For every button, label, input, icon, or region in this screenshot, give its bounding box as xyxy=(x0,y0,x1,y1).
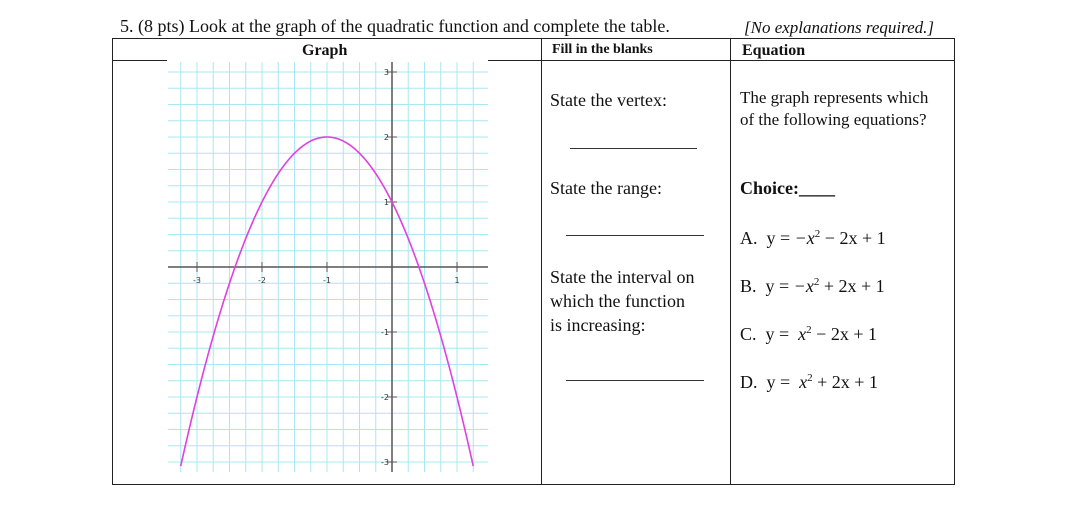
option-lhs: y = xyxy=(765,324,790,344)
equation-column-title: Equation xyxy=(742,42,806,59)
interval-prompt-line-2: which the function xyxy=(550,291,685,311)
option-rest: + 2x + 1 xyxy=(812,372,878,392)
y-tick-label: 1 xyxy=(383,198,389,207)
y-tick-label: 2 xyxy=(383,133,389,142)
interval-answer-blank[interactable] xyxy=(566,380,704,381)
option-c[interactable] xyxy=(740,324,877,345)
option-rest: − 2x + 1 xyxy=(811,324,877,344)
option-exponent: 2 xyxy=(807,372,813,384)
blanks-column-title: Fill in the blanks xyxy=(552,42,653,57)
x-tick-label: -2 xyxy=(258,276,266,285)
option-lhs: y = xyxy=(766,372,791,392)
option-term: −x xyxy=(793,276,814,296)
y-tick-label: -1 xyxy=(381,328,389,337)
option-term: −x xyxy=(794,228,815,248)
option-term: x xyxy=(799,372,808,392)
instructions-note: [No explanations required.] xyxy=(744,18,934,37)
y-tick-label: 3 xyxy=(383,68,389,77)
option-letter: B. xyxy=(740,276,757,296)
range-prompt: State the range: xyxy=(550,178,662,198)
option-letter: C. xyxy=(740,324,757,344)
option-exponent: 2 xyxy=(806,324,812,336)
x-tick-label: -3 xyxy=(193,276,201,285)
option-rest: − 2x + 1 xyxy=(820,228,886,248)
vertex-prompt: State the vertex: xyxy=(550,90,667,110)
option-lhs: y = xyxy=(765,276,790,296)
graph-column-title: Graph xyxy=(302,42,348,59)
option-exponent: 2 xyxy=(814,228,821,240)
interval-prompt-line-3: is increasing: xyxy=(550,315,646,335)
range-answer-blank[interactable] xyxy=(566,235,704,236)
option-letter: D. xyxy=(740,372,758,392)
question-title: 5. (8 pts) Look at the graph of the quadratic function and complete the table. xyxy=(120,16,670,36)
y-tick-label: -3 xyxy=(381,458,389,467)
vertex-answer-blank[interactable] xyxy=(570,148,697,149)
option-d[interactable] xyxy=(740,372,878,393)
option-letter: A. xyxy=(740,228,758,248)
y-tick-label: -2 xyxy=(381,393,389,402)
equation-prompt: The graph represents which of the following equations? xyxy=(740,88,929,129)
option-b[interactable] xyxy=(740,276,885,297)
option-term: x xyxy=(798,324,807,344)
option-lhs: y = xyxy=(766,228,791,248)
option-exponent: 2 xyxy=(813,276,820,288)
option-rest: + 2x + 1 xyxy=(819,276,885,296)
option-a[interactable] xyxy=(740,228,886,249)
x-tick-label: -1 xyxy=(323,276,331,285)
x-tick-label: 1 xyxy=(454,276,460,285)
graph-axes xyxy=(168,62,488,472)
interval-prompt-line-1: State the interval on xyxy=(550,267,695,287)
choice-label[interactable]: Choice:____ xyxy=(740,178,835,198)
